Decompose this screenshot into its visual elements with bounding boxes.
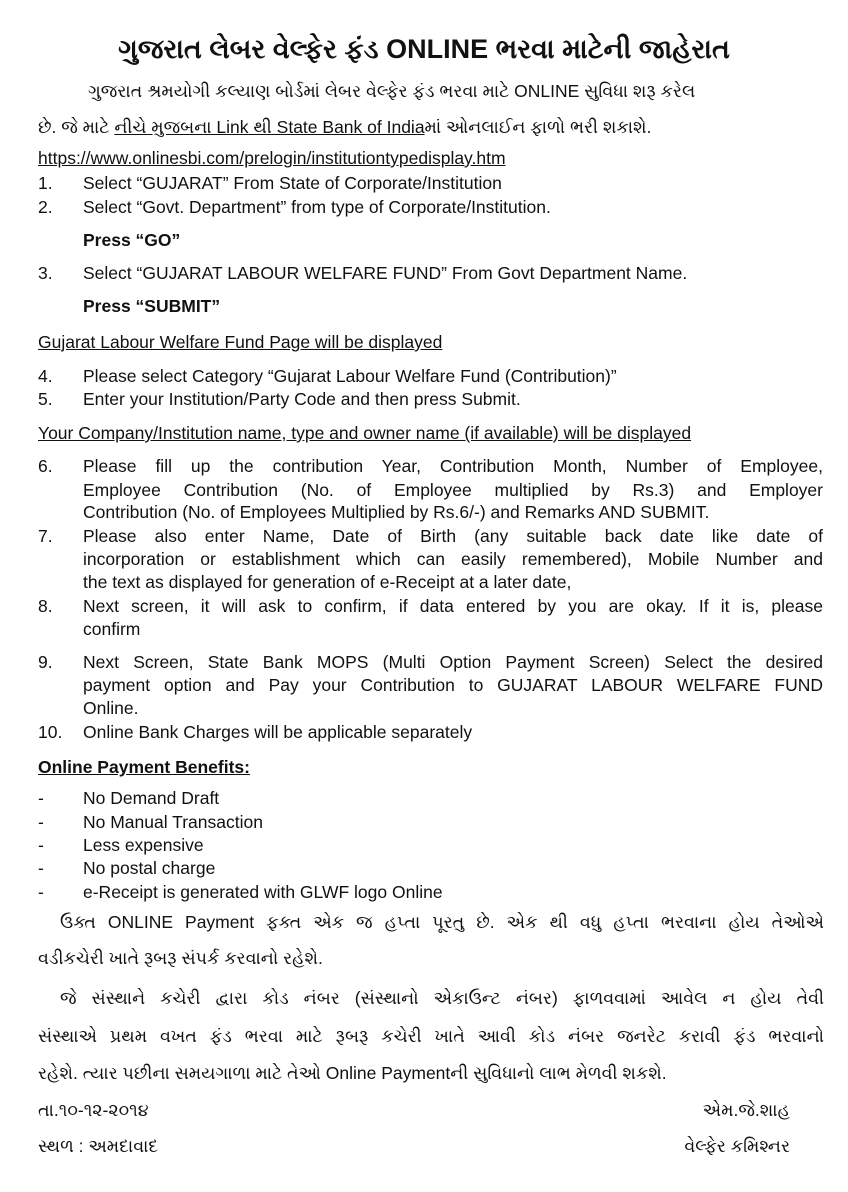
press-submit-instruction: Press “SUBMIT” [83, 296, 221, 316]
step-text: Contribution (No. of Employees Multiplied by Rs.6/-) and Remarks AND SUBMIT. [83, 502, 710, 522]
step-text: Select “GUJARAT” From State of Corporate/Institution [83, 173, 502, 193]
step-text: payment option and Pay your Contribution to GUJARAT LABOUR WELFARE FUND [83, 675, 823, 695]
benefit-text: e-Receipt is generated with GLWF logo Online [83, 882, 443, 902]
step-number: 8. [38, 596, 53, 616]
intro-line-2 [38, 116, 651, 138]
step-text: Please also enter Name, Date of Birth (any suitable back date like date of [83, 526, 823, 546]
benefit-text: No postal charge [83, 858, 216, 878]
step-text: the text as displayed for generation of e-Receipt at a later date, [83, 572, 572, 592]
step-number: 3. [38, 263, 53, 283]
step-number: 9. [38, 652, 53, 672]
step-text: Next screen, it will ask to confirm, if data entered by you are okay. If it is, please [83, 596, 823, 616]
intro-text: છે. જે માટે [38, 117, 115, 137]
step-number: 2. [38, 197, 53, 217]
page-title: ગુજરાત લેબર વેલ્ફેર ફંડ ONLINE ભરવા માટેની જાહેરાત [118, 34, 730, 64]
step-number: 5. [38, 389, 53, 409]
step-text: incorporation or establishment which can easily remembered), Mobile Number and [83, 549, 823, 569]
note-1-line: ઉક્ત ONLINE Payment ફક્ત એક જ હપ્તા પૂરતુ છે. એક થી વધુ હપ્તા ભરવાના હોય તેઓએ [60, 912, 824, 932]
press-go-instruction: Press “GO” [83, 230, 181, 250]
dash-bullet: - [38, 788, 44, 808]
section-heading-fund-page: Gujarat Labour Welfare Fund Page will be displayed [38, 332, 443, 352]
dash-bullet: - [38, 835, 44, 855]
step-text: Online. [83, 698, 139, 718]
dash-bullet: - [38, 812, 44, 832]
step-text: Please fill up the contribution Year, Contribution Month, Number of Employee, [83, 456, 823, 476]
step-number: 4. [38, 366, 53, 386]
step-number: 10. [38, 722, 63, 742]
intro-line-1: ગુજરાત શ્રમયોગી કલ્યાણ બોર્ડમાં લેબર વેલ્ફેર ફંડ ભરવા માટે ONLINE સુવિધા શરૂ કરેલ [88, 81, 696, 101]
notice-place: સ્થળ : અમદાવાદ [38, 1136, 159, 1156]
benefits-heading: Online Payment Benefits: [38, 757, 250, 777]
benefit-text: No Demand Draft [83, 788, 220, 808]
benefit-text: Less expensive [83, 835, 204, 855]
step-text: Online Bank Charges will be applicable separately [83, 722, 473, 742]
sbi-url-link[interactable]: https://www.onlinesbi.com/prelogin/institutiontypedisplay.htm [38, 148, 506, 168]
section-heading-company-info: Your Company/Institution name, type and owner name (if available) will be displayed [38, 423, 692, 443]
note-2-line: રહેશે. ત્યાર પછીના સમયગાળા માટે તેઓ Online Paymentની સુવિધાનો લાભ મેળવી શકશે. [38, 1063, 667, 1083]
note-1-line: વડીકચેરી ખાતે રૂબરૂ સંપર્ક કરવાનો રહેશે. [38, 948, 323, 968]
step-text: Please select Category “Gujarat Labour Welfare Fund (Contribution)” [83, 366, 617, 386]
signatory-name: એમ.જે.શાહ [702, 1100, 790, 1120]
step-text: Enter your Institution/Party Code and then press Submit. [83, 389, 521, 409]
dash-bullet: - [38, 882, 44, 902]
step-text: Select “Govt. Department” from type of Corporate/Institution. [83, 197, 551, 217]
step-text: confirm [83, 619, 141, 639]
intro-link-text: નીચે મુજબના Link થી State Bank of India [114, 117, 425, 137]
step-number: 7. [38, 526, 53, 546]
step-number: 6. [38, 456, 53, 476]
dash-bullet: - [38, 858, 44, 878]
signatory-designation: વેલ્ફેર કમિશ્નર [684, 1136, 790, 1156]
note-2-line: જે સંસ્થાને કચેરી દ્વારા કોડ નંબર (સંસ્થાનો એકાઉન્ટ નંબર) ફાળવવામાં આવેલ ન હોય તેવી [60, 988, 824, 1008]
intro-text: માં ઓનલાઈન ફાળો ભરી શકાશે. [424, 117, 652, 137]
notice-date: તા.૧૦-૧૨-૨૦૧૪ [38, 1100, 149, 1120]
step-text: Employee Contribution (No. of Employee multiplied by Rs.3) and Employer [83, 480, 823, 500]
benefit-text: No Manual Transaction [83, 812, 263, 832]
note-2-line: સંસ્થાએ પ્રથમ વખત ફંડ ભરવા માટે રૂબરૂ કચેરી ખાતે આવી કોડ નંબર જનરેટ કરાવી ફંડ ભરવાનો [38, 1026, 824, 1046]
step-text: Select “GUJARAT LABOUR WELFARE FUND” From Govt Department Name. [83, 263, 688, 283]
step-number: 1. [38, 173, 53, 193]
step-text: Next Screen, State Bank MOPS (Multi Option Payment Screen) Select the desired [83, 652, 823, 672]
